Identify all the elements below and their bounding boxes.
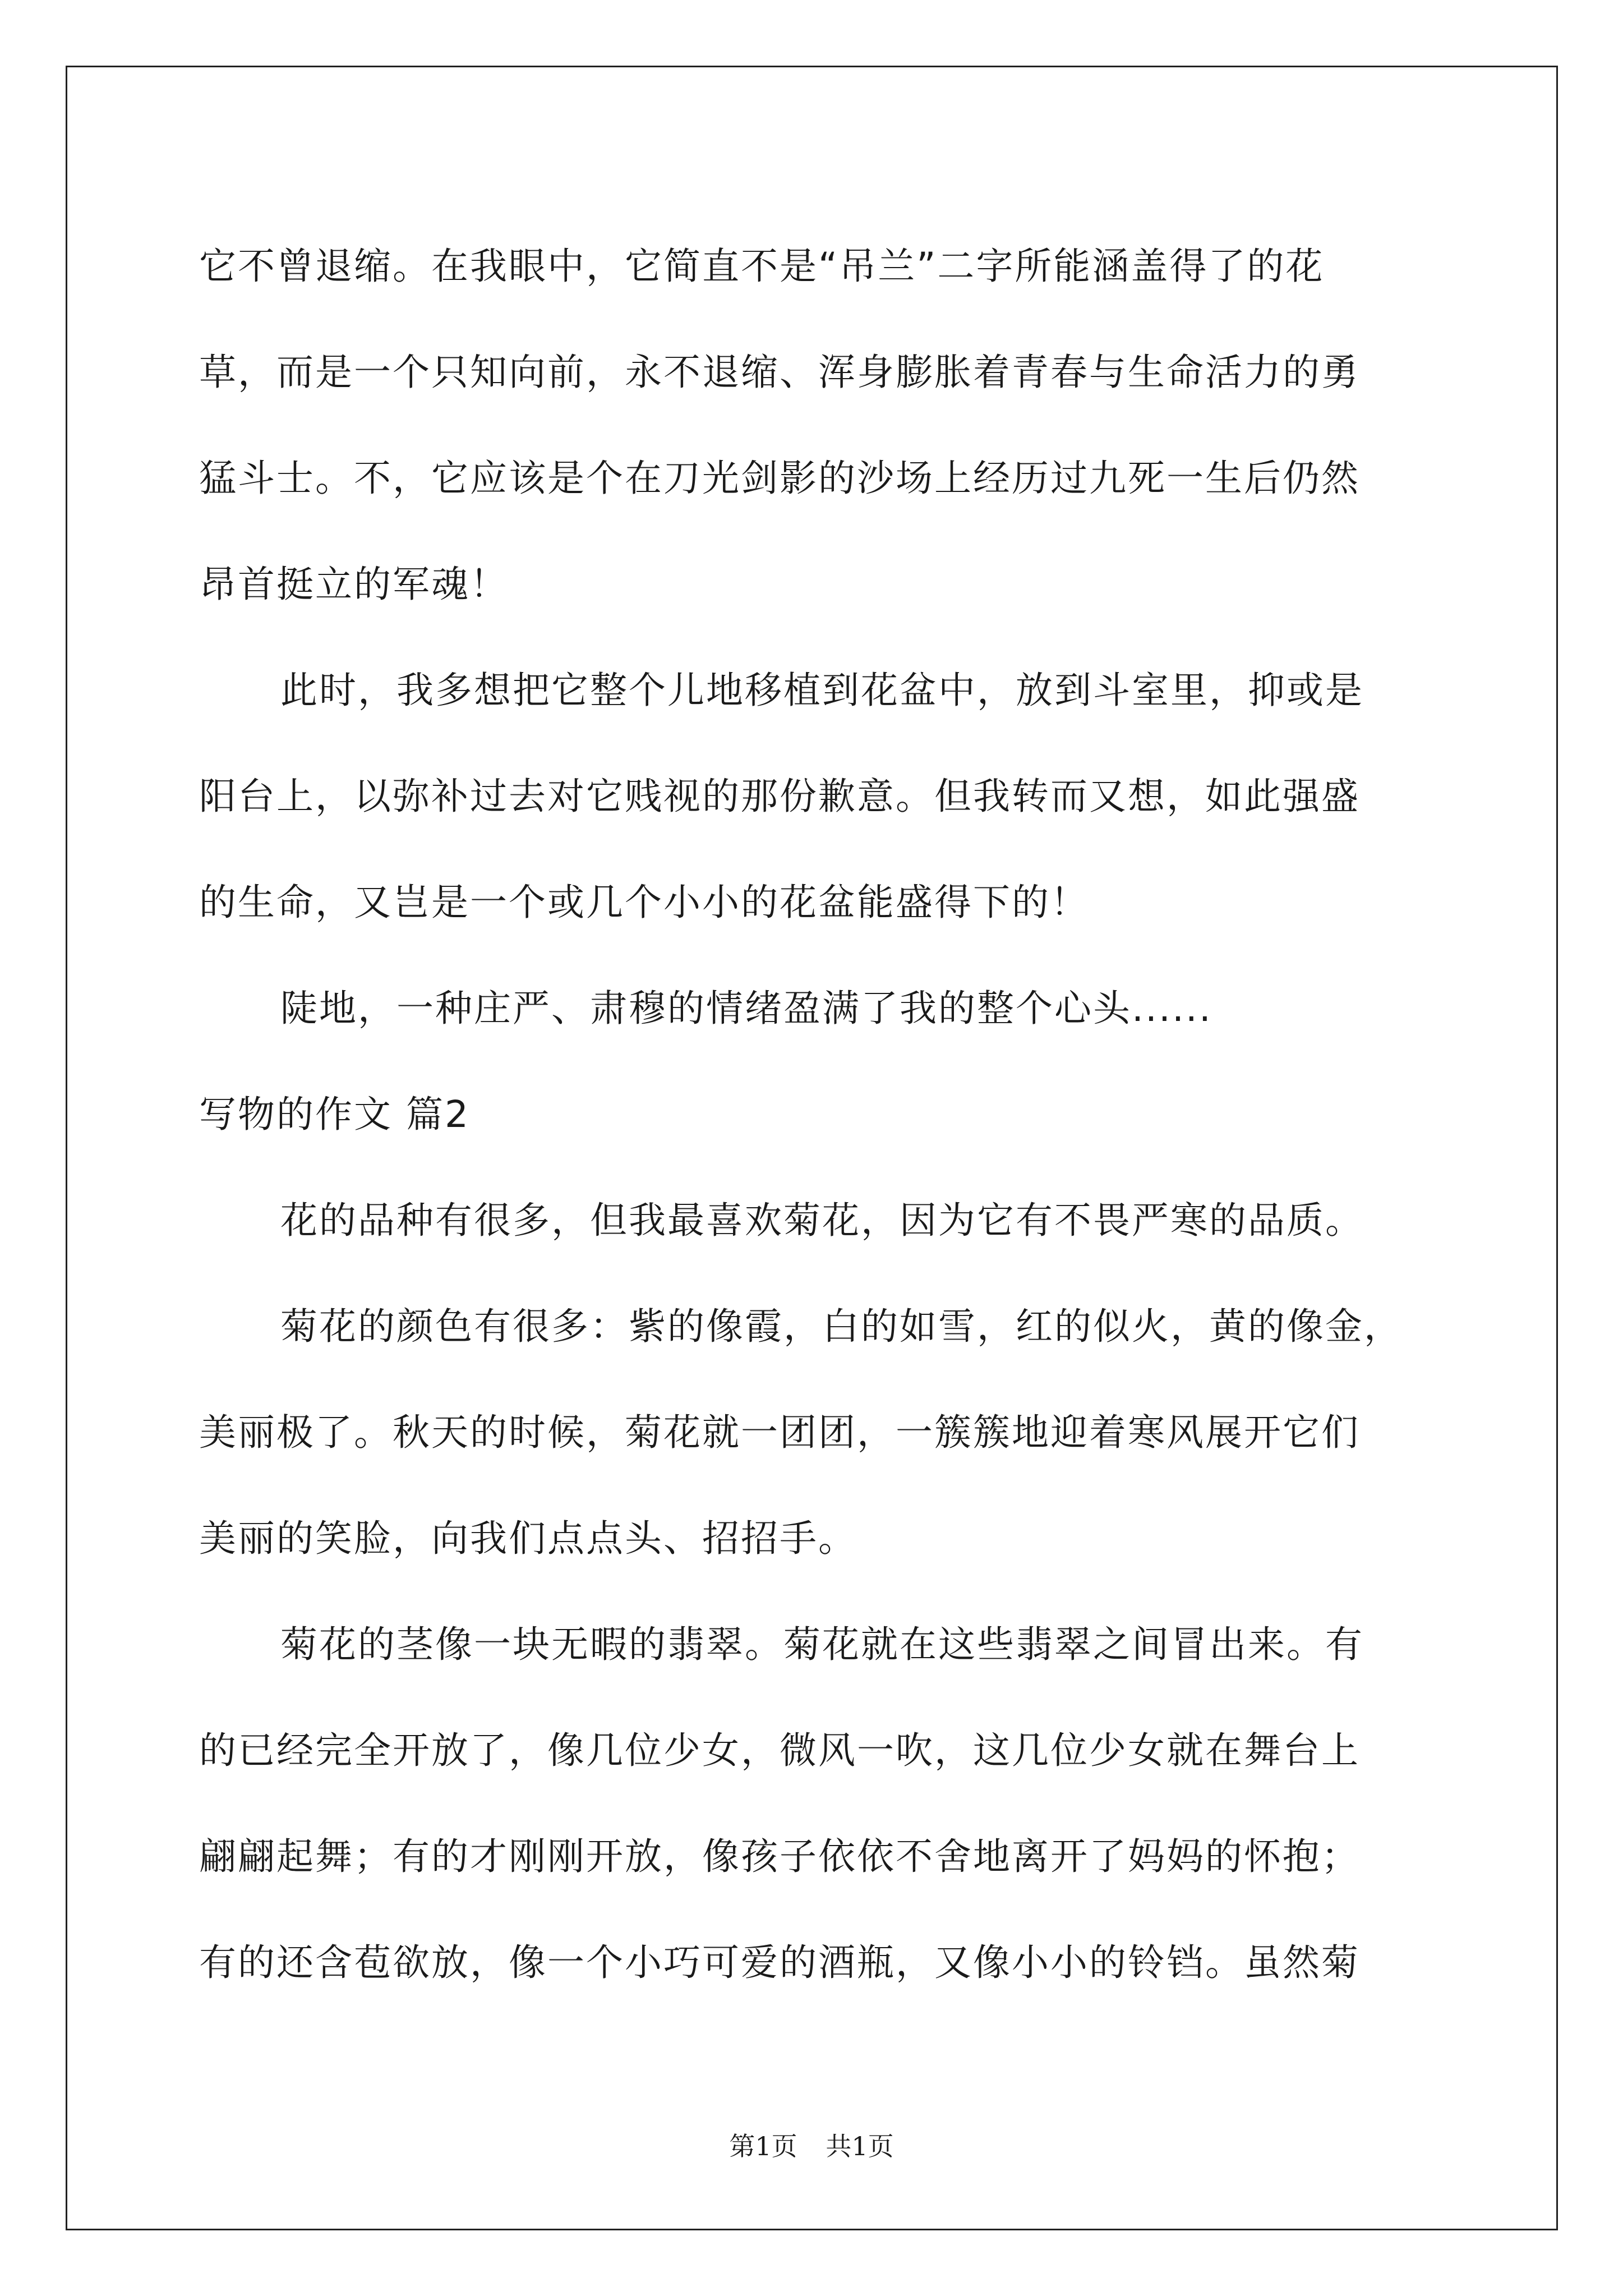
- text-line: 陡地，一种庄严、肃穆的情绪盈满了我的整个心头......: [280, 987, 1212, 1030]
- text-line: 有的还含苞欲放，像一个小巧可爱的酒瓶，又像小小的铃铛。虽然菊: [199, 1941, 1360, 1984]
- document-body: [199, 213, 1433, 2016]
- text-line: 猛斗士。不，它应该是个在刀光剑影的沙场上经历过九死一生后仍然: [199, 457, 1360, 500]
- text-line: 的生命，又岂是一个或几个小小的花盆能盛得下的！: [199, 881, 1089, 924]
- text-line: 草，而是一个只知向前，永不退缩、浑身膨胀着青春与生命活力的勇: [199, 351, 1360, 394]
- text-line: 它不曾退缩。在我眼中，它简直不是“吊兰”二字所能涵盖得了的花: [199, 245, 1325, 288]
- text-line: 此时，我多想把它整个儿地移植到花盆中，放到斗室里，抑或是: [280, 669, 1364, 712]
- text-line: 的已经完全开放了，像几位少女，微风一吹，这几位少女就在舞台上: [199, 1729, 1360, 1772]
- text-line: 菊花的颜色有很多：紫的像霞，白的如雪，红的似火，黄的像金，: [280, 1305, 1403, 1348]
- text-line: 昂首挺立的军魂！: [199, 563, 509, 606]
- page-footer: [0, 2126, 1623, 2163]
- page-total: 共1页: [826, 2131, 894, 2161]
- section-heading: 写物的作文 篇2: [199, 1093, 470, 1136]
- text-line: 美丽的笑脸，向我们点点头、招招手。: [199, 1517, 857, 1560]
- text-line: 菊花的茎像一块无暇的翡翠。菊花就在这些翡翠之间冒出来。有: [280, 1623, 1364, 1666]
- text-line: 花的品种有很多，但我最喜欢菊花，因为它有不畏严寒的品质。: [280, 1199, 1364, 1242]
- text-line: 美丽极了。秋天的时候，菊花就一团团，一簇簇地迎着寒风展开它们: [199, 1411, 1360, 1454]
- text-line: 翩翩起舞；有的才刚刚开放，像孩子依依不舍地离开了妈妈的怀抱；: [199, 1835, 1360, 1878]
- text-line: 阳台上，以弥补过去对它贱视的那份歉意。但我转而又想，如此强盛: [199, 775, 1360, 818]
- page-number: 第1页: [729, 2131, 797, 2161]
